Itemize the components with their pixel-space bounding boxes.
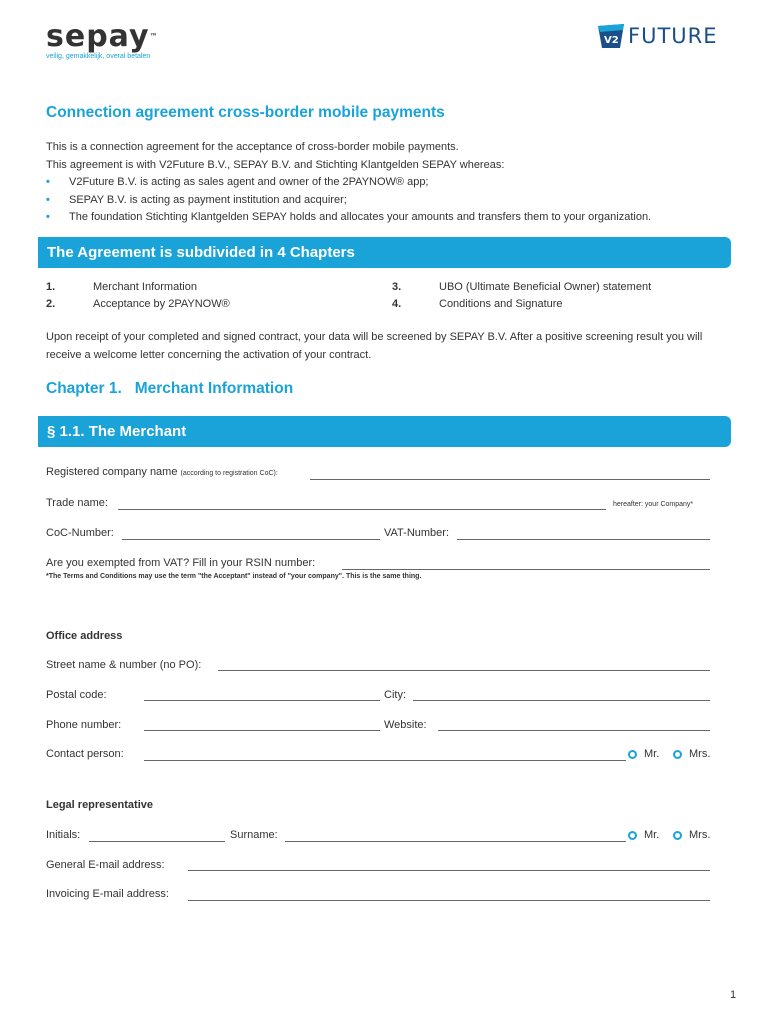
office-address-heading: Office address [46,630,123,642]
website-input[interactable] [438,730,710,731]
contact-mr-radio[interactable] [628,750,637,759]
coc-number-input[interactable] [122,539,380,540]
contact-mr-label: Mr. [644,748,660,760]
intro-line-1: This is a connection agreement for the acceptance of cross-border mobile payments. [46,141,459,153]
chapter-num: 2. [46,298,56,310]
general-email-label: General E-mail address: [46,859,165,871]
chapter-num: 3. [392,281,402,293]
v2future-logo [596,22,718,50]
street-label: Street name & number (no PO): [46,659,202,671]
vat-number-label: VAT-Number: [384,527,449,539]
chapter-label: Merchant Information [93,281,197,293]
registered-name-input[interactable] [310,479,710,480]
legal-rep-heading: Legal representative [46,799,153,811]
page-title: Connection agreement cross-border mobile payments [46,104,445,121]
contact-person-label: Contact person: [46,748,124,760]
chapter-num: 4. [392,298,402,310]
phone-input[interactable] [144,730,380,731]
intro-text [46,139,651,227]
chapter-label: UBO (Ultimate Beneficial Owner) statement [439,281,652,293]
section-bar: § 1.1. The Merchant [38,416,731,447]
v2-logo-mark: V2 [604,35,619,46]
legal-mrs-label: Mrs. [689,829,711,841]
postal-code-input[interactable] [144,700,380,701]
chapter-num: 1. [46,281,56,293]
v2-logo-icon [596,22,626,50]
rsin-input[interactable] [342,569,710,570]
city-input[interactable] [413,700,710,701]
trade-name-label: Trade name: [46,497,108,509]
contact-mrs-label: Mrs. [689,748,711,760]
sepay-logo: sepay™ veilig, gemakkelijk, overal betalen [46,19,159,60]
street-input[interactable] [218,670,710,671]
legal-mr-radio[interactable] [628,831,637,840]
sepay-logo-text: sepay [46,19,150,54]
chapter-1-title: Chapter 1. Merchant Information [46,380,294,397]
registered-name-label [46,466,278,478]
chapters-bar: The Agreement is subdivided in 4 Chapters [38,237,731,268]
contact-mrs-radio[interactable] [673,750,682,759]
vat-number-input[interactable] [457,539,710,540]
invoicing-email-input[interactable] [188,900,710,901]
invoicing-email-label: Invoicing E-mail address: [46,888,169,900]
intro-line-2: This agreement is with V2Future B.V., SEPAY B.V. and Stichting Klantgelden SEPAY whereas: [46,158,505,171]
page-number: 1 [730,989,737,1001]
general-email-input[interactable] [188,870,710,871]
rsin-label: Are you exempted from VAT? Fill in your RSIN number: [46,557,316,569]
postal-code-label: Postal code: [46,689,107,701]
sepay-tagline: veilig, gemakkelijk, overal betalen [46,53,151,60]
trade-name-note: hereafter: your Company* [613,501,694,508]
surname-input[interactable] [285,841,626,842]
bullet-item: • V2Future B.V. is acting as sales agent and owner of the 2PAYNOW® app; [46,174,651,192]
bullet-item: • SEPAY B.V. is acting as payment institution and acquirer; [46,192,651,210]
receipt-text: Upon receipt of your completed and signed contract, your data will be screened by SEPAY B.V. After a positive screening result you will receive a welcome letter concerning the activation of your contract. [46,331,703,361]
registered-name-note: (according to registration CoC): [180,470,278,477]
initials-input[interactable] [89,841,225,842]
legal-mr-label: Mr. [644,829,660,841]
chapter-label: Conditions and Signature [439,298,563,310]
initials-label: Initials: [46,829,81,841]
phone-label: Phone number: [46,719,122,731]
legal-mrs-radio[interactable] [673,831,682,840]
bullet-item: • The foundation Stichting Klantgelden SEPAY holds and allocates your amounts and transfers them to your organization. [46,209,651,227]
trade-name-input[interactable] [118,509,606,510]
contact-person-input[interactable] [144,760,626,761]
future-logo-text: FUTURE [628,24,718,48]
registered-name-label-text: Registered company name [46,466,178,478]
website-label: Website: [384,719,427,731]
city-label: City: [384,689,406,701]
coc-number-label: CoC-Number: [46,527,114,539]
chapter-label: Acceptance by 2PAYNOW® [93,298,230,310]
intro-bullets [46,174,651,227]
surname-label: Surname: [230,829,278,841]
terms-footnote: *The Terms and Conditions may use the term "the Acceptant" instead of "your company". This is the same thing. [46,573,422,580]
